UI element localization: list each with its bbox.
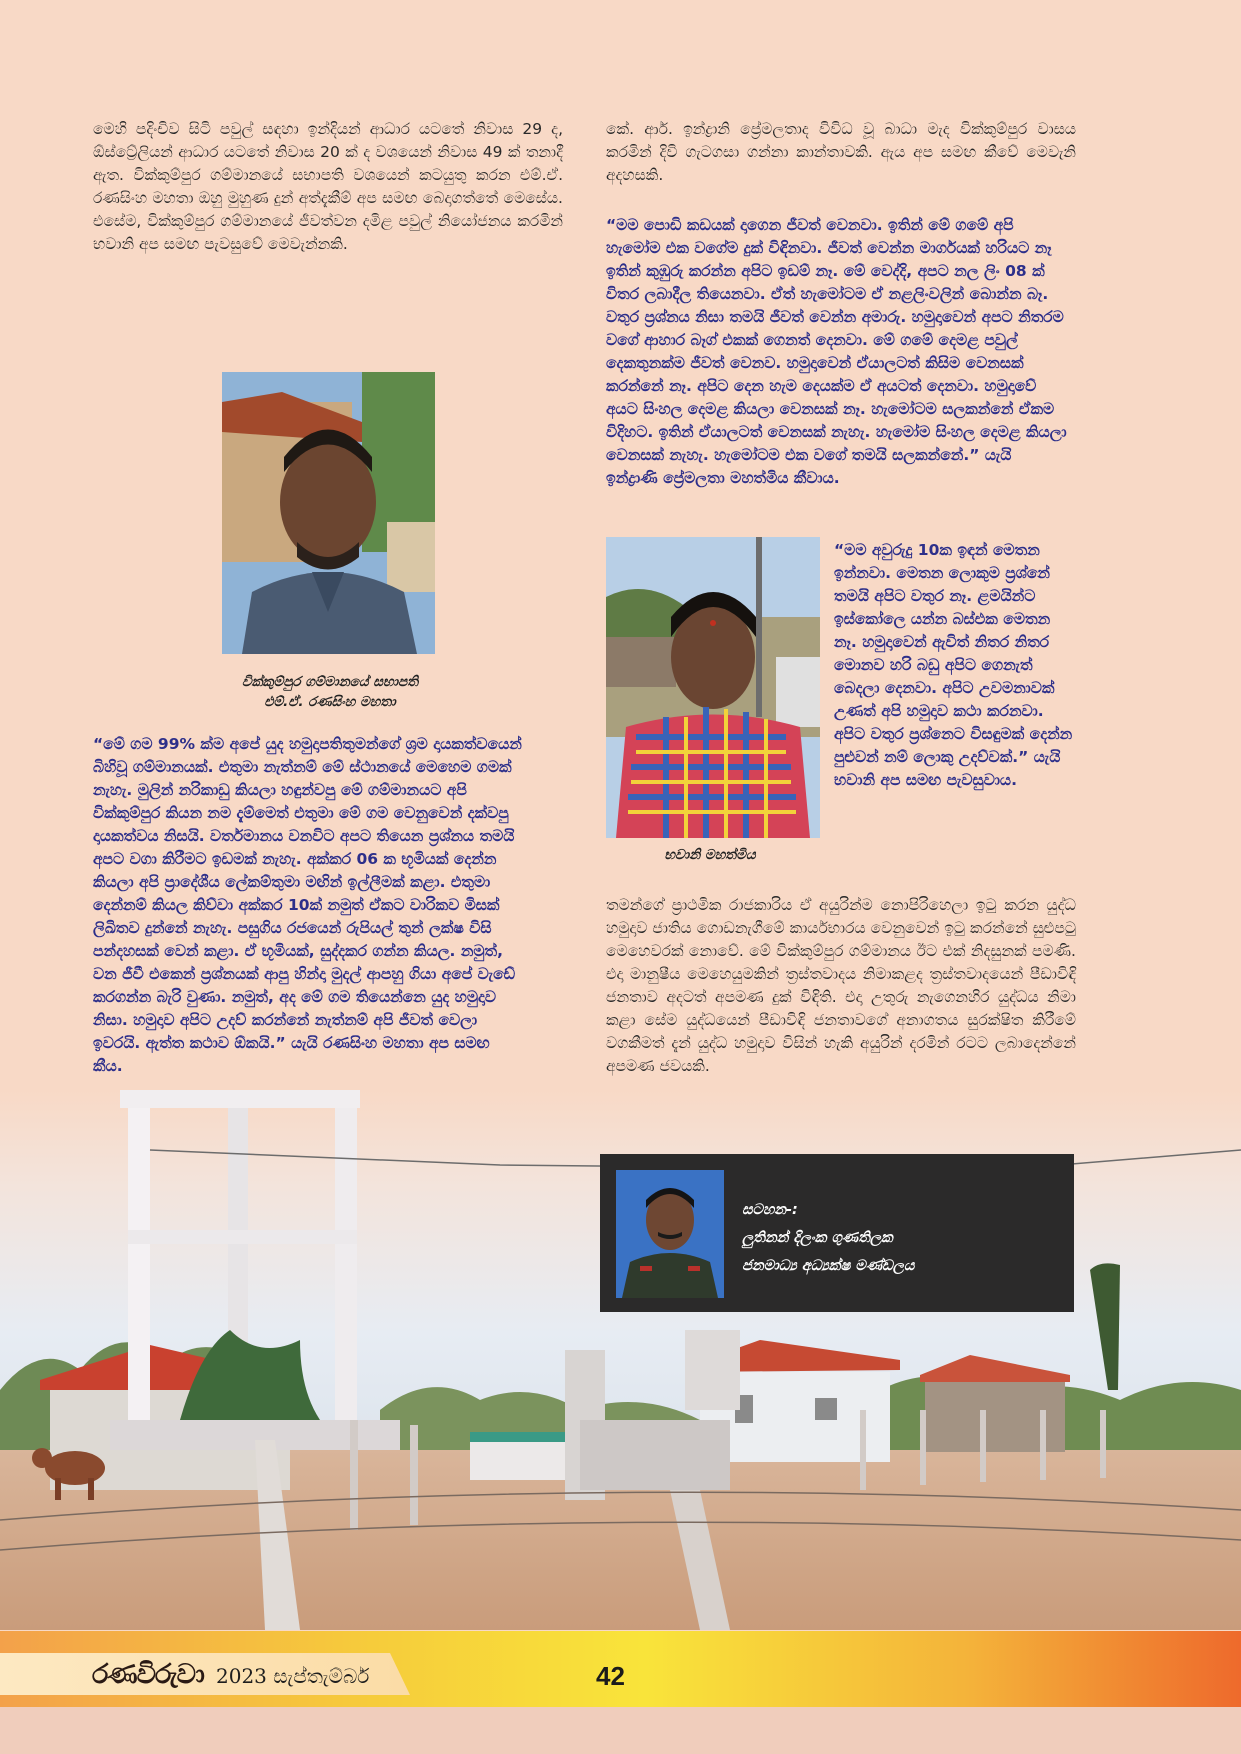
author-label: සටහන-: (742, 1202, 798, 1218)
bhavani-photo-caption (620, 845, 800, 865)
chairman-photo (222, 372, 435, 654)
bhavani-photo (606, 537, 820, 838)
indrani-quote: “මම පොඩි කඩයක් දාගෙන ජීවත් වෙනවා. ඉතින් මේ ගමේ අපි හැමෝම එක වගේම දුක් විඳිනවා. ජීවත් වෙන්න මාර්ගයක් හරියට නෑ ඉතින් කුඹුරු කරන්න අපිට ඉඩම් නෑ. මේ වෙද්දි, අපට නල ලිං 08 ක් විතර ලබාදීල තියෙනවා. ඒත් හැමෝටම ඒ නළලිංවලින් බොන්න බෑ. වතුර ප්‍රශ්නය නිසා තමයි ජීවත් වෙන්න අමාරු. හමුදාවෙන් අපට නිතරම වගේ ආහාර බෑග් එකක් ගෙනත් දෙනවා. මේ ගමේ දෙමළ පවුල් දෙකතුනක්ම ජීවත් වෙනව. හමුදාවෙන් ඒයාලටත් කිසිම වෙනසක් කරන්නේ නෑ. අපිට දෙන හැම දෙයක්ම ඒ අයටත් දෙනවා. හමුදාවේ අයට සිංහල දෙමළ කියලා වෙනසක් නෑ. හැමෝටම සලකන්නේ ඒකම විදිහට. ඉතින් ඒයාලටත් වෙනසක් නැහැ. හැමෝම සිංහල දෙමළ කියලා වෙනසක් නැහැ. හැමෝටම එක වගේ තමයි සලකන්නේ.” යැයි ඉන්ද්‍රාණි ප්‍රේමලතා මහත්මිය කීවාය. (606, 216, 1067, 487)
author-photo (616, 1170, 724, 1298)
caption-line-1: වික්කුම්පුර ගම්මානයේ සභාපති (241, 674, 419, 690)
author-credit-box (600, 1154, 1074, 1312)
magazine-logo: රණවිරුවා (92, 1659, 204, 1690)
bottom-margin-strip (0, 1707, 1241, 1754)
right-intro-paragraph: කේ. ආර්. ඉන්ද්‍රානි ප්‍රේමලතාද විවිධ වූ බාධා මැද වික්කුම්පුර වාසය කරමින් දිවි ගැටගසා ගන්නා කාන්තාවකි. ඇය අප සමඟ කීවේ මෙවැනි අදහසකි. (606, 120, 1076, 184)
chairman-photo-caption (200, 672, 460, 712)
caption-woman-text: භවානි මහත්මිය (664, 847, 756, 863)
author-text (742, 1196, 914, 1280)
chairman-quote: “මේ ගම 99% ක්ම අපේ යුද හමුදාපතිතුමන්ගේ ශ්‍රම දායකත්වයෙන් බිහිවූ ගම්මානයක්. එතුමා නැත්නම් මේ ස්ථානයේ මෙහෙම ගමක් නැහැ. මුලින් නරිකාඩු කියලා හඳුන්වපු මේ ගම්මානයට අපි වික්කුම්පුර කියන නම දැම්මෙත් එතුමා මේ ගම වෙනුවෙන් දක්වපු දායකත්වය නිසයි. වර්තමානය වනවිට අපට තියෙන ප්‍රශ්නය තමයි අපට වගා කිරීමට ඉඩමක් නැහැ. අක්කර 06 ක භූමියක් දෙන්න කියලා අපි ප්‍රාදේශීය ලේකම්තුමා මඟින් ඉල්ලීමක් කළා. එතුමා දෙන්නම් කියල කිව්වා අක්කර 10ක් නමුත් ඒකට වාරිකව මිසක් ලිඛිතව දුන්නේ නැහැ. පසුගිය රජයෙන් රුපියල් තුන් ලක්ෂ විසි පන්දහසක් වෙන් කළා. ඒ භූමියක්, සුද්දකර ගන්න කියල. නමුත්, වන ජීවී එකෙන් ප්‍රශ්නයක් ආපු හින්දා මුදල් ආපහු ගියා අපේ වැඩේ කරගන්න බැරි වුණා. නමුත්, අද මේ ගම තියෙන්නෙ යුද හමුදාව නිසා. හමුදාව අපිට උදව් කරන්නේ නැත්නම් අපි ජීවත් වෙලා ඉවරයි. ඇත්ත කථාව ඕකයි.” යැයි රණසිංහ මහතා අප සමඟ කීය. (93, 735, 522, 1075)
issue-date: 2023 සැප්තැම්බර් (216, 1664, 370, 1688)
left-intro-paragraph: මෙහි පදිංචිව සිටි පවුල් සඳහා ඉන්දියන් ආධාර යටතේ නිවාස 29 ද, ඕස්ට්‍රේලියන් ආධාර යටතේ නිවාස 20 ක් ද වශයෙන් නිවාස 49 ක් තනාදී ඇත. වික්කුම්පුර ගම්මානයේ සභාපති වශයෙන් කටයුතු කරන එම්.ඒ. රණසිංහ මහතා ඔහු මුහුණ දුන් අත්දැකීම් අප සමඟ බෙදාගත්තේ මෙසේය. එසේම, වික්කුම්පුර ගම්මානයේ ජීවත්වන දමිළ පවුල් නියෝජනය කරමින් භවානි අප සමඟ පැවසුවේ මෙවැන්නකි. (93, 120, 563, 253)
caption-line-2: එම්.ඒ. රණසිංහ මහතා (264, 694, 396, 710)
bhavani-quote: “මම අවුරුදු 10ක ඉඳන් මෙතන ඉන්නවා. මෙතන ලොකුම ප්‍රශ්නේ තමයි අපිට වතුර නෑ. ළමයින්ට ඉස්කෝලෙ යන්න බස්එක මෙතන නෑ. හමුදාවෙන් ඇවිත් නිතර නිතර මොනව හරි බඩු අපිට ගෙනැත් බෙදලා දෙනවා. අපිට උවමනාවක් උණත් අපි හමුදාව කථා කරනවා. අපිට වතුර ප්‍රශ්නෙට විසඳුමක් දෙන්න පුළුවන් නම් ලොකු උදව්වක්.” යැයි භවානි අප සමඟ පැවසුවාය. (834, 541, 1073, 789)
author-name: ලුතිනන් දිලංක ගුණතිලක (742, 1230, 893, 1246)
page-number: 42 (596, 1661, 625, 1691)
page-footer (0, 1631, 1241, 1707)
closing-paragraph: තමන්ගේ ප්‍රාථමික රාජකාරිය ඒ අයුරින්ම නොපිරිහෙලා ඉටු කරන යුද්ධ හමුදාව ජාතිය ගොඩනැගීමේ කාර්යභාරය වෙනුවෙන් ඉටු කරන්නේ සුළුපටු මෙහෙවරක් නොවේ. මේ වික්කුම්පුර ගම්මානය ඊට එක් නිදසුනක් පමණි. එදා මානුෂීය මෙහෙයුමකින් ත්‍රස්තවාදය නිමාකළද ත්‍රස්තවාදයෙන් පීඩාවිඳි ජනතාව අදටත් අපමණ දුක් විඳිති. එදා උතුරු නැගෙනහිර යුද්ධය නිමා කළා සේම යුද්ධයෙන් පීඩාවිඳි ජනතාවගේ අනාගතය සුරක්ෂිත කිරීමේ වගකීමත් දැන් යුද්ධ හමුදාව විසින් හැකි අයුරින් දරමින් රටට ලබාදෙන්නේ අපමණ ජවයකි. (606, 896, 1076, 1075)
author-unit: ජනමාධ්‍ය අධ්‍යක්ෂ මණ්ඩලය (742, 1258, 915, 1274)
